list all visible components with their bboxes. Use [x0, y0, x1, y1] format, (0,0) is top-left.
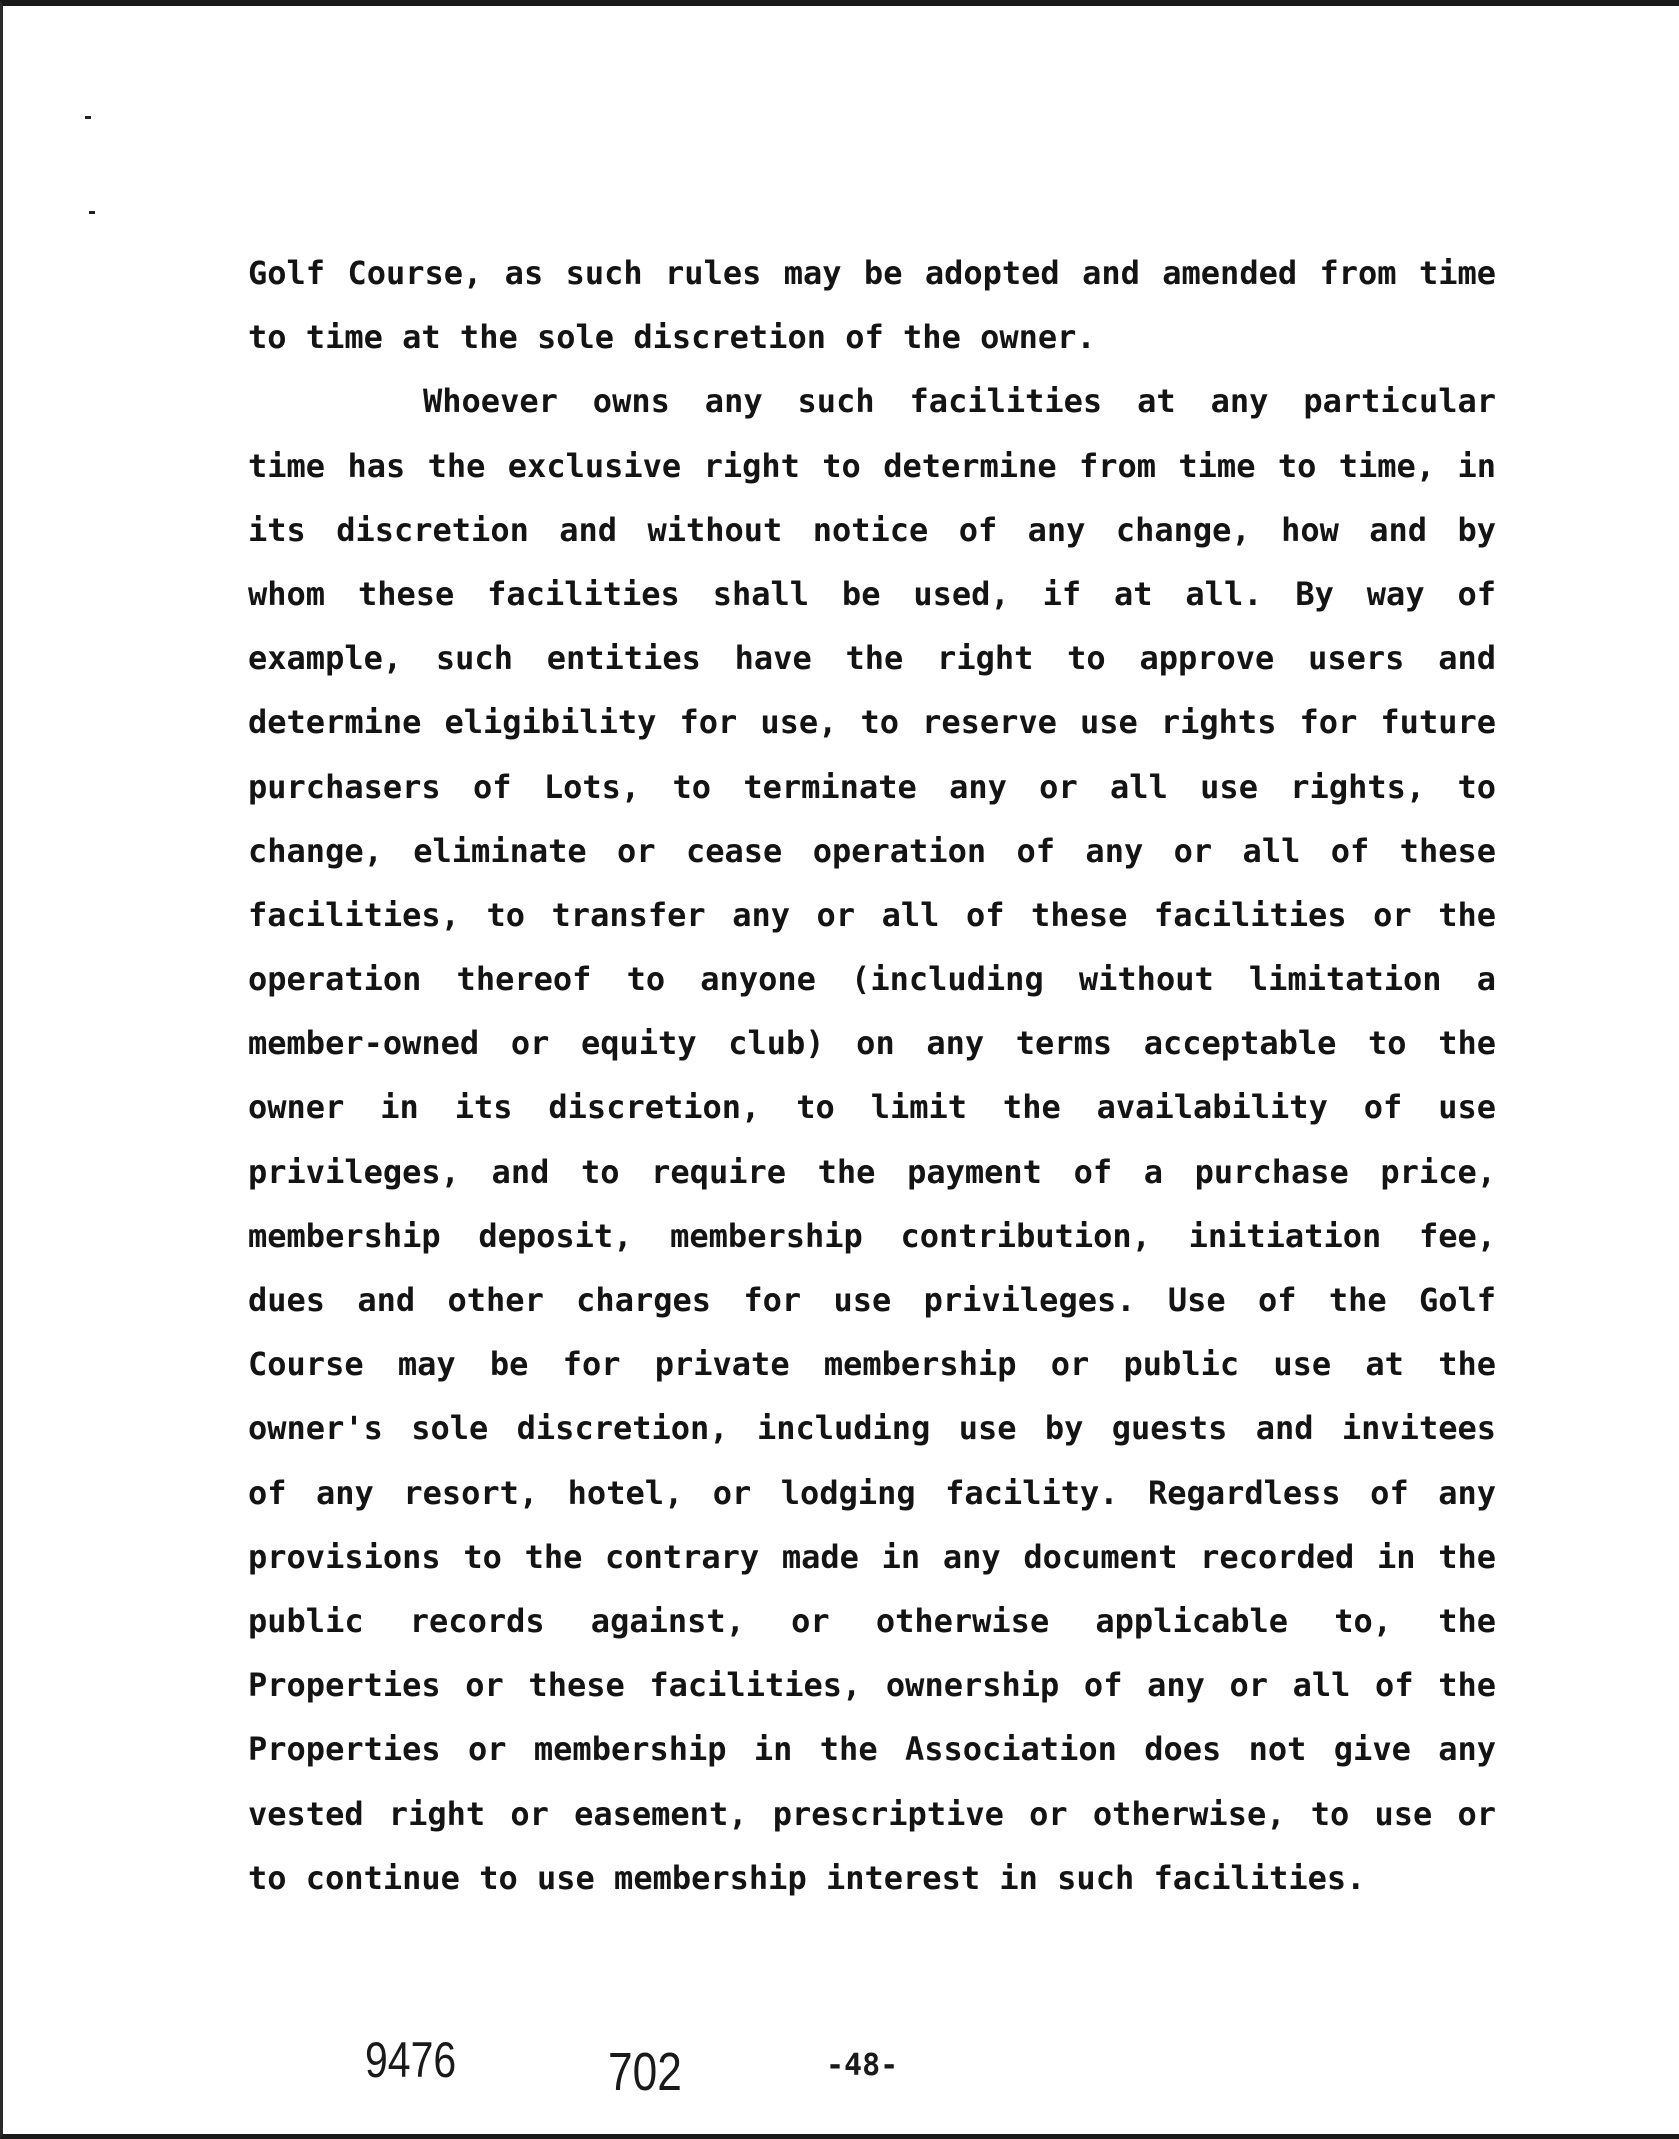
text-line: to continue to use membership interest in such facilities. [248, 1858, 1366, 1897]
page-stamp: 702 [608, 2042, 682, 2102]
text-line: example, such entities have the right to approve users and [248, 639, 1496, 678]
text-line: facilities, to transfer any or all of these facilities or the [248, 895, 1496, 934]
text-line: operation thereof to anyone (including without limitation a [248, 960, 1496, 999]
text-line: time has the exclusive right to determine from time to time, in [248, 446, 1496, 485]
text-line: owner's sole discretion, including use by guests and invitees [248, 1409, 1496, 1448]
text-line: Properties or membership in the Association does not give any [248, 1730, 1496, 1769]
page-number: -48- [826, 2048, 899, 2083]
text-line: Golf Course, as such rules may be adopted and amended from time [248, 254, 1496, 292]
text-line: Whoever owns any such facilities at any particular [423, 382, 1496, 421]
text-line: public records against, or otherwise applicable to, the [248, 1601, 1496, 1640]
text-line: change, eliminate or cease operation of any or all of these [248, 831, 1496, 870]
text-line: vested right or easement, prescriptive or otherwise, to use or [248, 1794, 1496, 1833]
text-line: privileges, and to require the payment of a purchase price, [248, 1152, 1496, 1191]
text-line: provisions to the contrary made in any document recorded in the [248, 1537, 1496, 1576]
text-line: of any resort, hotel, or lodging facility. Regardless of any [248, 1473, 1496, 1512]
text-line: membership deposit, membership contribution, initiation fee, [248, 1216, 1496, 1255]
book-number: 9476 [365, 2032, 457, 2088]
text-line: dues and other charges for use privileges. Use of the Golf [248, 1281, 1496, 1319]
text-line: to time at the sole discretion of the owner. [248, 318, 1096, 357]
document-body [248, 241, 1496, 1910]
scan-speck [89, 211, 95, 214]
text-line: whom these facilities shall be used, if at all. By way of [248, 574, 1496, 613]
text-line: member-owned or equity club) on any terms acceptable to the [248, 1024, 1496, 1063]
text-line: its discretion and without notice of any change, how and by [248, 510, 1496, 549]
text-line: Course may be for private membership or public use at the [248, 1345, 1496, 1384]
text-line: purchasers of Lots, to terminate any or all use rights, to [248, 767, 1496, 806]
text-line: owner in its discretion, to limit the availability of use [248, 1088, 1496, 1127]
scan-speck [85, 116, 91, 119]
text-line: determine eligibility for use, to reserve use rights for future [248, 703, 1496, 742]
text-line: Properties or these facilities, ownership of any or all of the [248, 1666, 1496, 1705]
